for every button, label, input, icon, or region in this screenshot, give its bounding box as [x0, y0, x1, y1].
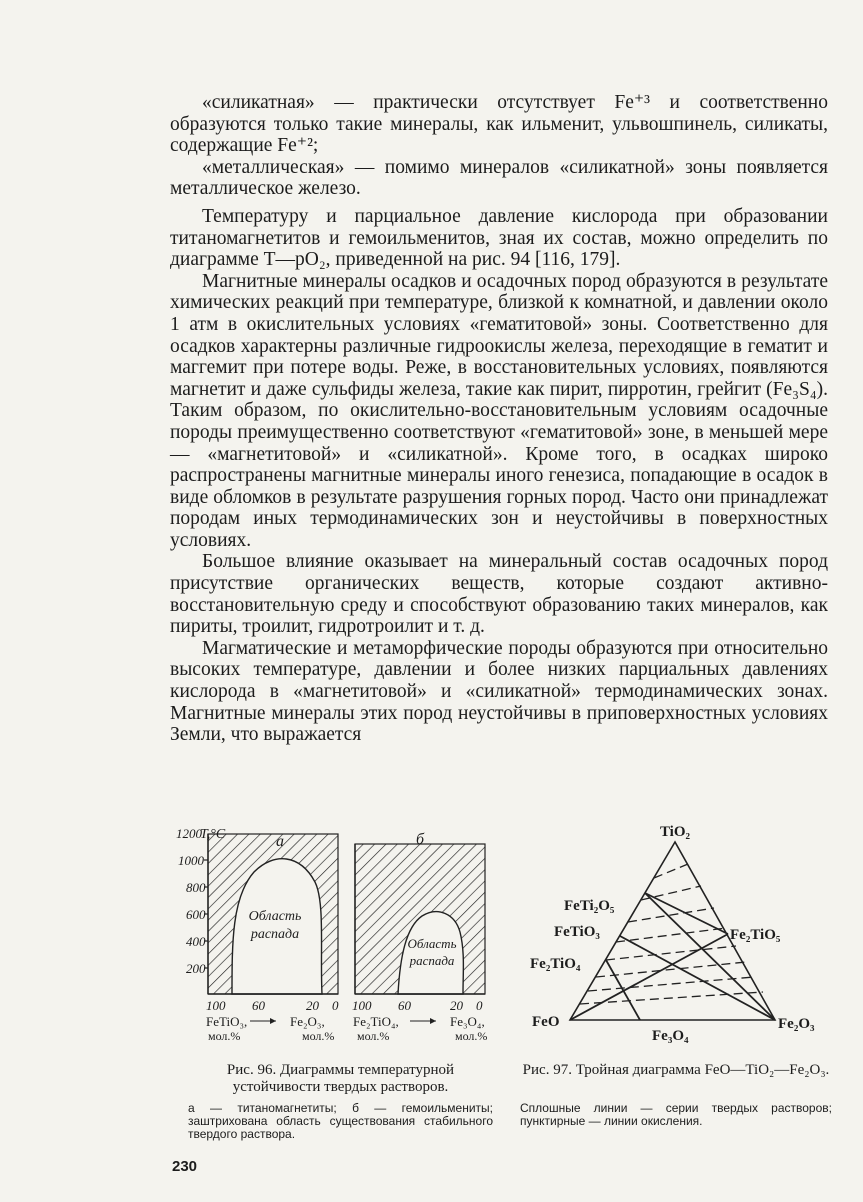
x-tick-label: 20	[306, 998, 319, 1013]
paragraph: Магматические и метаморфические породы образуются при относительно высоких температуре, давлении и более низких парциальных давлениях кислорода в «магнетитовой» и «силикатной» термодинамических зонах. Магнитные минералы этих пород неустойчивы в приповерхностных условиях Земли, что выражается	[170, 637, 828, 746]
region-label-line2: распада	[250, 927, 300, 942]
region-label-line2: распада	[409, 953, 455, 968]
figure-97	[520, 822, 832, 1142]
figure-97-note: Сплошные линии — серии твердых растворов; пунктирные — линии окисления.	[520, 1101, 832, 1128]
paragraph: «металлическая» — помимо минералов «силикатной» зоны появляется металлическое железо.	[170, 156, 828, 200]
figure-96-note: а — титаномагнетиты; б — гемоильмениты; заштрихована область существования стабильного твердого раствора.	[188, 1101, 493, 1141]
panel-b-label: б	[415, 831, 425, 848]
paragraph: Большое влияние оказывает на минеральный состав осадочных пород присутствие органических веществ, которые создают активно-восстановительную среду и способствуют образованию таких минералов, как пириты, троилит, гидротроилит и т. д.	[170, 551, 828, 638]
x-tick-label: 0	[332, 998, 339, 1013]
figure-96	[170, 822, 500, 1142]
arrow-head-icon	[270, 1018, 276, 1024]
unit-label: мол.%	[208, 1029, 241, 1043]
figure-97-diagram	[520, 822, 832, 1052]
paragraph: Температуру и парциальное давление кислорода при образовании титаномагнетитов и гемоильменитов, зная их состав, можно определить по диаграмме T—pO₂, приведенной на рис. 94 [116, 179].	[170, 205, 828, 271]
vertex-label-feo: FeO	[532, 1014, 560, 1030]
figures-row	[170, 822, 832, 1162]
unit-label: мол.%	[302, 1029, 335, 1043]
formula-left: Fe₂TiO₄,	[353, 1014, 399, 1029]
formula-left: FeTiO₃,	[206, 1014, 248, 1029]
side-label-fe2tio4: Fe₂TiO₄	[530, 956, 581, 972]
panel-a-label: а	[276, 833, 284, 850]
x-tick-label: 100	[206, 998, 226, 1013]
side-label-fe2tio5: Fe₂TiO₅	[730, 927, 781, 943]
y-tick-label: 600	[186, 907, 206, 922]
figure-96-caption: Рис. 96. Диаграммы температурной устойчивости твердых растворов.	[226, 1062, 455, 1095]
y-axis-label: T,°C	[200, 827, 226, 842]
vertex-label-fe2o3: Fe₂O₃	[778, 1016, 815, 1032]
x-tick-label: 20	[450, 998, 463, 1013]
y-tick-label: 1000	[178, 853, 204, 868]
x-tick-label: 0	[476, 998, 483, 1013]
vertex-label-tio2: TiO₂	[659, 824, 691, 840]
y-tick-label: 1200	[176, 826, 202, 841]
side-label-fetio3: FeTiO₃	[554, 924, 600, 940]
figure-97-caption: Рис. 97. Тройная диаграмма FeO—TiO₂—Fe₂O₃.	[522, 1062, 830, 1078]
body-text	[170, 92, 828, 746]
x-tick-label: 60	[252, 998, 265, 1013]
unit-label: мол.%	[455, 1029, 488, 1043]
paragraph: Магнитные минералы осадков и осадочных пород образуются в результате химических реакций при температуре, близкой к комнатной, и давлении около 1 атм в окислительных условиях «гематитовой» зоны. Соответственно для осадков характерны различные гидроокислы железа, переходящие в гематит и маггемит при потере воды. Реже, в восстановительных условиях, появляются магнетит и даже сульфиды железа, такие как пирит, пирротин, грейгит (Fe₃S₄). Таким образом, по окислительно-восстановительным условиям осадочные породы преимущественно соответствуют «гематитовой» зоне, в меньшей мере — «магнетитовой» и «силикатной». Кроме того, в осадках широко распространены магнитные минералы иного генезиса, попадающие в осадок в виде обломков в результате разрушения горных пород. Часто они принадлежат породам иных термодинамических зон и неустойчивы в поверхностных условиях.	[170, 270, 828, 551]
page-number: 230	[172, 1158, 198, 1175]
x-tick-label: 100	[352, 998, 372, 1013]
figure-96-diagram	[170, 822, 500, 1052]
unit-label: мол.%	[357, 1029, 390, 1043]
formula-right: Fe₃O₄,	[450, 1014, 485, 1029]
region-label-line1: Область	[248, 909, 302, 924]
panel-b	[352, 831, 487, 1043]
y-tick-label: 200	[186, 961, 206, 976]
paragraph: «силикатная» — практически отсутствует Fe⁺³ и соответственно образуются только такие минералы, как ильменит, ульвошпинель, силикаты, содержащие Fe⁺²;	[170, 92, 828, 157]
formula-right: Fe₂O₃,	[290, 1014, 325, 1029]
y-tick-label: 400	[186, 934, 206, 949]
arrow-head-icon	[430, 1018, 436, 1024]
region-label-line1: Область	[407, 936, 457, 951]
side-label-fe3o4: Fe₃O₄	[652, 1028, 689, 1044]
x-tick-label: 60	[398, 998, 411, 1013]
panel-a	[176, 826, 339, 1043]
y-tick-label: 800	[186, 880, 206, 895]
side-label-feti2o5: FeTi₂O₅	[564, 898, 615, 914]
